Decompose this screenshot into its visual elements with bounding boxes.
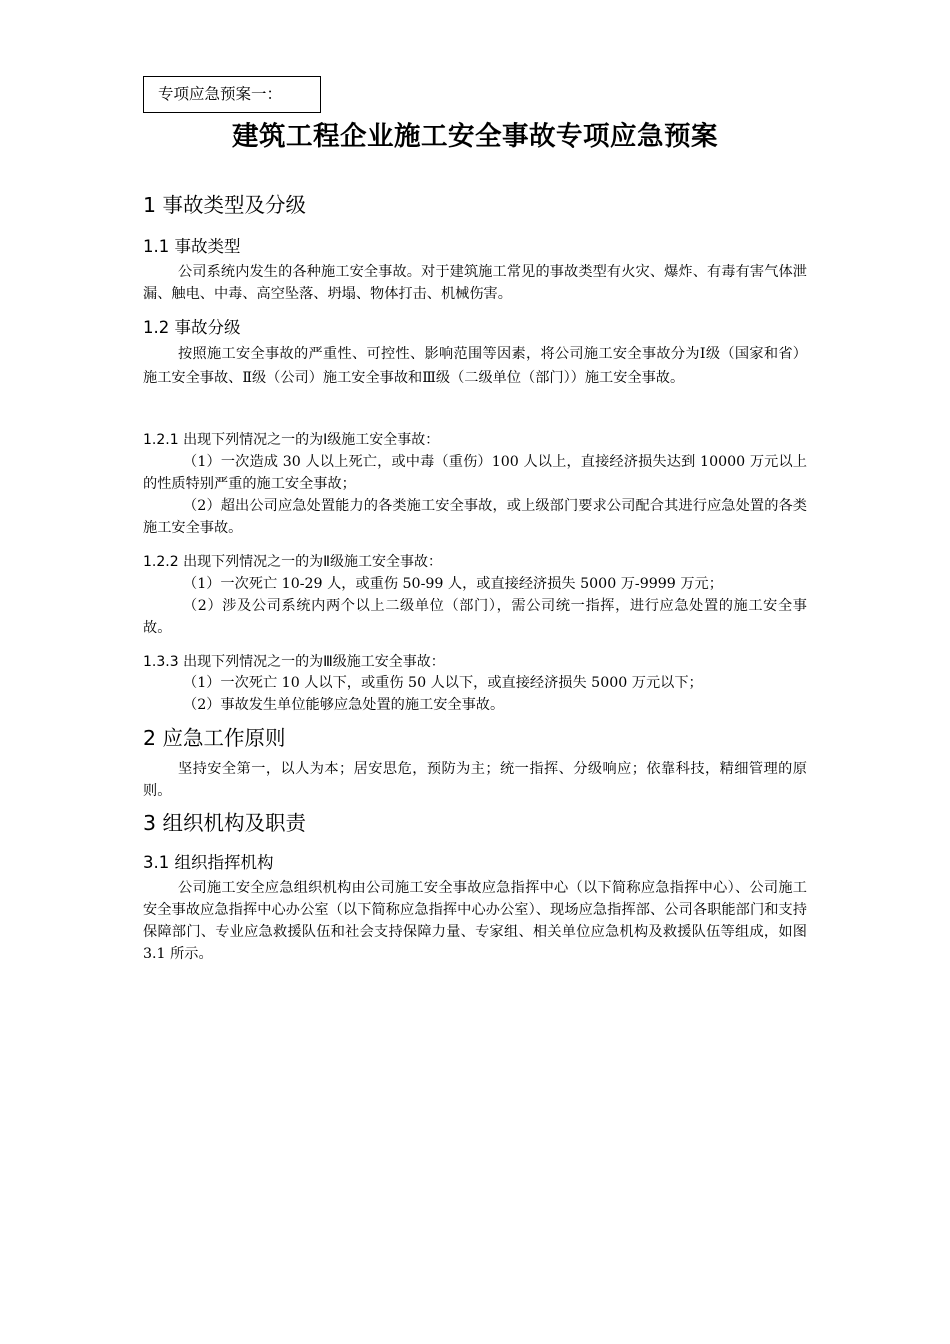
section-2-paragraph: 坚持安全第一，以人为本；居安思危，预防为主；统一指挥、分级响应；依靠科技，精细管理的原则。	[143, 761, 807, 799]
level-1-item-2: （2）超出公司应急处置能力的各类施工安全事故，或上级部门要求公司配合其进行应急处置的各类施工安全事故。	[143, 498, 807, 536]
document-title: 建筑工程企业施工安全事故专项应急预案	[232, 121, 718, 152]
level-2-heading: 1.2.2 出现下列情况之一的为Ⅱ级施工安全事故：	[143, 554, 442, 570]
plan-label-box: 专项应急预案一：	[143, 76, 321, 113]
section-3-heading: 3 组织机构及职责	[143, 811, 307, 835]
level-1-item-1: （1）一次造成 30 人以上死亡，或中毒（重伤）100 人以上，直接经济损失达到 10000 万元以上的性质特别严重的施工安全事故；	[143, 454, 807, 492]
section-3-1-paragraph: 公司施工安全应急组织机构由公司施工安全事故应急指挥中心（以下简称应急指挥中心）、公司施工安全事故应急指挥中心办公室（以下简称应急指挥中心办公室）、现场应急指挥部、公司各职能部门和支持保障部门、专业应急救援队伍和社会支持保障力量、专家组、相关单位应急机构及救援队伍等组成，如图 3.1 所示。	[143, 880, 807, 962]
level-3-item-1: （1）一次死亡 10 人以下，或重伤 50 人以下，或直接经济损失 5000 万元以下；	[183, 675, 703, 691]
level-2-item-1: （1）一次死亡 10-29 人，或重伤 50-99 人，或直接经济损失 5000 万-9999 万元；	[183, 576, 723, 592]
section-1-1-paragraph: 公司系统内发生的各种施工安全事故。对于建筑施工常见的事故类型有火灾、爆炸、有毒有害气体泄漏、触电、中毒、高空坠落、坍塌、物体打击、机械伤害。	[143, 264, 807, 302]
section-1-2-heading: 1.2 事故分级	[143, 318, 241, 337]
level-1-heading: 1.2.1 出现下列情况之一的为Ⅰ级施工安全事故：	[143, 432, 440, 448]
level-3-heading: 1.3.3 出现下列情况之一的为Ⅲ级施工安全事故：	[143, 654, 445, 670]
level-2-item-2: （2）涉及公司系统内两个以上二级单位（部门），需公司统一指挥，进行应急处置的施工安全事故。	[143, 598, 807, 636]
section-1-1-heading: 1.1 事故类型	[143, 237, 241, 256]
section-1-heading: 1 事故类型及分级	[143, 193, 307, 217]
section-2-heading: 2 应急工作原则	[143, 726, 286, 750]
level-3-item-2: （2）事故发生单位能够应急处置的施工安全事故。	[183, 697, 505, 713]
section-1-2-paragraph: 按照施工安全事故的严重性、可控性、影响范围等因素，将公司施工安全事故分为Ⅰ级（国家和省）施工安全事故、Ⅱ级（公司）施工安全事故和Ⅲ级（二级单位（部门））施工安全事故。	[143, 346, 807, 386]
section-3-1-heading: 3.1 组织指挥机构	[143, 853, 274, 872]
